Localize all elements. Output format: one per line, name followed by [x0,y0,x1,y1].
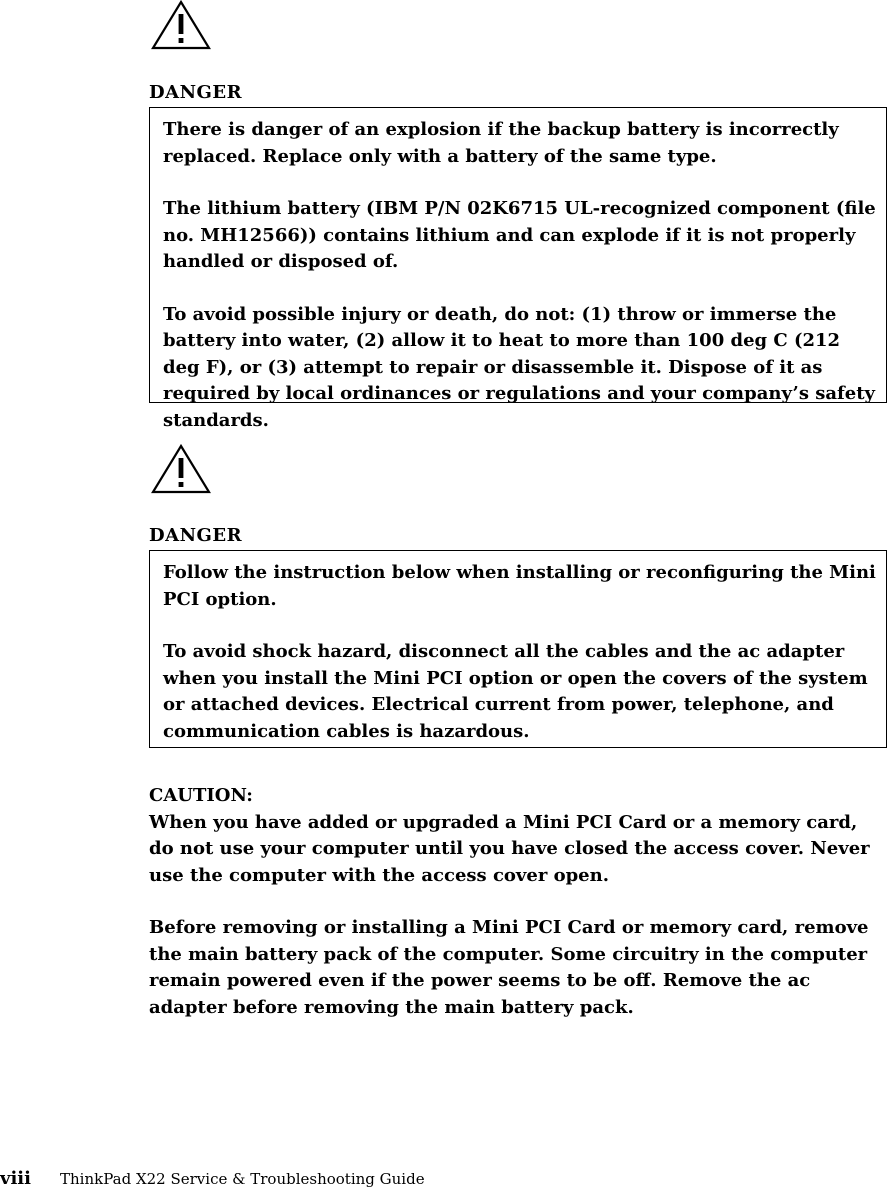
caution-paragraph: When you have added or upgraded a Mini PCI Card or a memory card, do not use your computer until you have closed the access cover. Never use the computer with the access cover open. [149,811,870,886]
danger-paragraph: Follow the instruction below when installing or reconfiguring the Mini PCI option. [163,562,876,610]
warning-triangle-icon [150,444,212,496]
danger-label: DANGER [149,82,243,103]
danger-notice-box [149,550,887,748]
page-footer [0,1168,425,1189]
danger-paragraph: To avoid shock hazard, disconnect all the cables and the ac adapter when you install the Mini PCI option or open the covers of the system or attached devices. Electrical current from power, telephone, and communication cables is hazardous. [163,641,868,742]
danger-paragraph: There is danger of an explosion if the backup battery is incorrectly replaced. Replace only with a battery of the same type. [163,119,839,167]
page-number: viii [0,1168,31,1189]
book-title: ThinkPad X22 Service & Troubleshooting Guide [60,1170,425,1188]
caution-notice [149,783,887,1021]
danger-paragraph: To avoid possible injury or death, do not: (1) throw or immerse the battery into water, (2) allow it to heat to more than 100 deg C (212 deg F), or (3) attempt to repair or disassemble it. Dispose of it as required by local ordinances or regulations and your company’s safety standards. [163,303,875,431]
danger-notice-box [149,107,887,431]
caution-paragraph: Before removing or installing a Mini PCI Card or memory card, remove the main battery pack of the computer. Some circuitry in the computer remain powered even if the power seems to be off. Remove the ac adapter before removing the main battery pack. [149,917,869,1018]
caution-title: CAUTION: [149,785,253,806]
danger-label: DANGER [149,525,243,546]
danger-paragraph: The lithium battery (IBM P/N 02K6715 UL-recognized component (file no. MH12566)) contains lithium and can explode if it is not properly handled or disposed of. [163,198,876,272]
warning-triangle-icon [150,0,212,52]
